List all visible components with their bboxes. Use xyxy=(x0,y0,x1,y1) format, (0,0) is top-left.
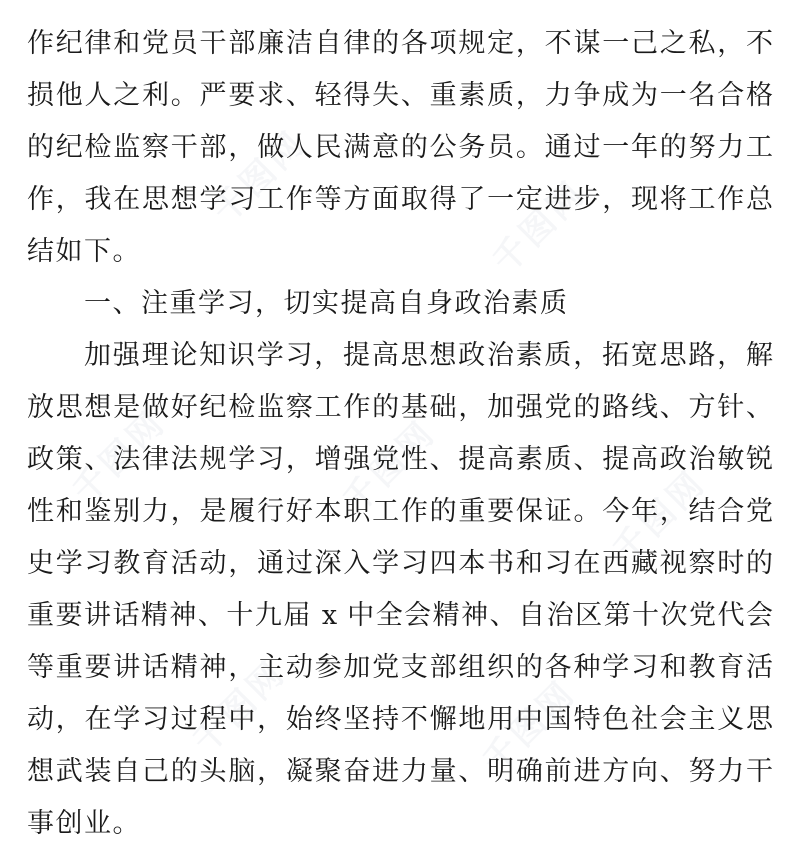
watermark: 千图网 xyxy=(335,412,444,522)
text-line: 想武装自己的头脑，凝聚奋进力量、明确前进方向、努力干 xyxy=(27,756,773,787)
watermark: 千图网 xyxy=(485,172,594,282)
watermark: 千图网 xyxy=(475,672,584,782)
section-heading: 一、注重学习，切实提高自身政治素质 xyxy=(84,288,569,319)
text-line: 政策、法律法规学习，增强党性、提高素质、提高政治敏锐 xyxy=(27,444,773,475)
watermark: 千图网 xyxy=(185,652,294,762)
text-line: 事创业。 xyxy=(27,808,141,839)
text-line: 结如下。 xyxy=(27,236,141,267)
text-line: 的纪检监察干部，做人民满意的公务员。通过一年的努力工 xyxy=(27,132,773,163)
text-line: 动，在学习过程中，始终坚持不懈地用中国特色社会主义思 xyxy=(27,704,773,735)
watermark: 千图网 xyxy=(65,402,174,512)
watermark: 千图网 xyxy=(205,122,314,232)
text-line: 重要讲话精神、十九届 x 中全会精神、自治区第十次党代会 xyxy=(27,600,773,631)
text-line: 加强理论知识学习，提高思想政治素质，拓宽思路，解 xyxy=(84,340,773,371)
text-line: 作纪律和党员干部廉洁自律的各项规定，不谋一己之私，不 xyxy=(27,28,773,59)
text-line: 性和鉴别力，是履行好本职工作的重要保证。今年，结合党 xyxy=(27,496,773,527)
text-line: 作，我在思想学习工作等方面取得了一定进步，现将工作总 xyxy=(27,184,773,215)
watermark: 千图网 xyxy=(605,462,714,572)
text-line: 史学习教育活动，通过深入学习四本书和习在西藏视察时的 xyxy=(27,548,773,579)
text-line: 损他人之利。严要求、轻得失、重素质，力争成为一名合格 xyxy=(27,80,773,111)
text-line: 放思想是做好纪检监察工作的基础，加强党的路线、方针、 xyxy=(27,392,773,423)
text-line: 等重要讲话精神，主动参加党支部组织的各种学习和教育活 xyxy=(27,652,773,683)
